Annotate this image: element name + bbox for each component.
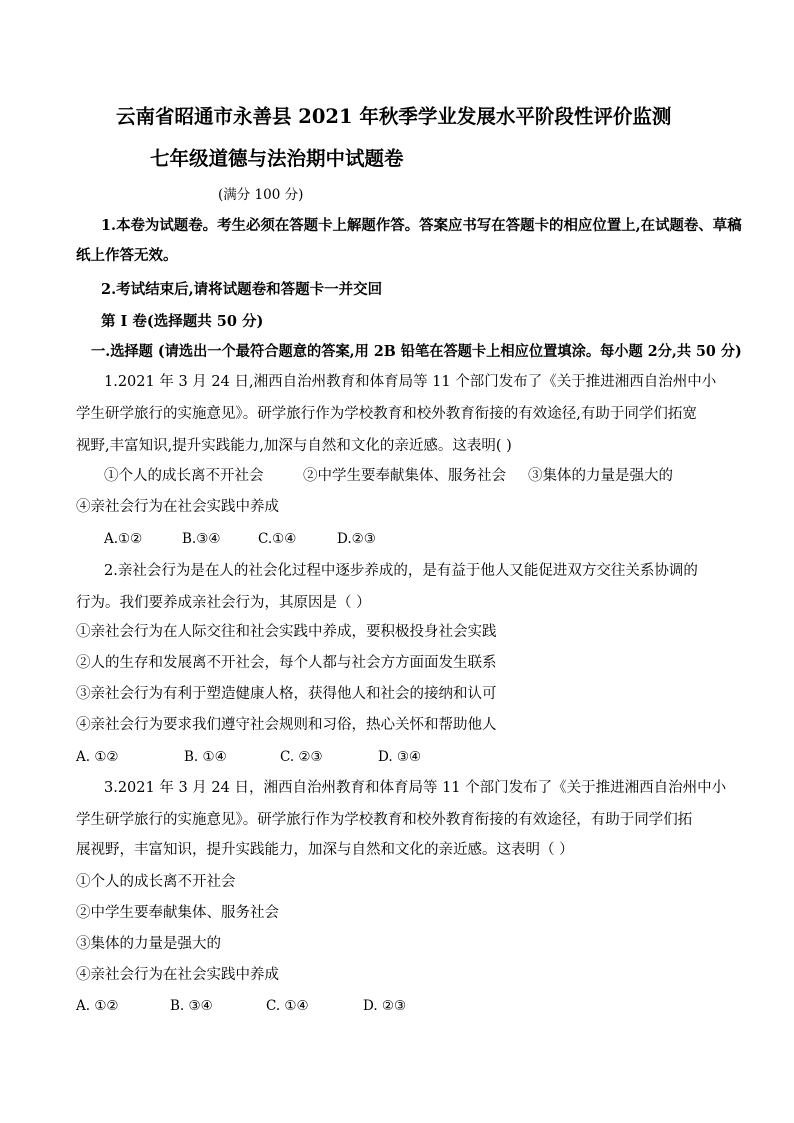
- part-heading: 第 I 卷(选择题共 50 分): [101, 313, 264, 330]
- q1-stem-line3: 视野,丰富知识,提升实践能力,加深与自然和文化的亲近感。这表明( ): [76, 438, 512, 454]
- q1-option-c: C.①④: [258, 531, 297, 547]
- exam-title-line2: 七年级道德与法治期中试题卷: [150, 147, 404, 170]
- q2-stem-line1: 2.亲社会行为是在人的社会化过程中逐步养成的，是有益于他人又能促进双方交往关系协调的: [104, 563, 698, 579]
- q1-statement-1: ①个人的成长离不开社会: [104, 468, 264, 484]
- q3-option-b: B. ③④: [170, 998, 213, 1014]
- notice-2: 2.考试结束后,请将试题卷和答题卡一并交回: [101, 281, 383, 298]
- q1-statement-4: ④亲社会行为在社会实践中养成: [76, 499, 279, 515]
- notice-1-line1: 1.本卷为试题卷。考生必须在答题卡上解题作答。答案应书写在答题卡的相应位置上,在试题卷、草稿: [101, 217, 742, 234]
- q1-statement-2: ②中学生要奉献集体、服务社会: [303, 468, 506, 484]
- q2-statement-1: ①亲社会行为在人际交往和社会实践中养成，要积极投身社会实践: [76, 624, 497, 640]
- q3-stem-line1: 3.2021 年 3 月 24 日，湘西自治州教育和体育局等 11 个部门发布了《关于推进湘西自治州中小: [104, 780, 727, 796]
- q3-stem-line3: 展视野，丰富知识，提升实践能力，加深与自然和文化的亲近感。这表明（ ）: [76, 842, 574, 858]
- q1-option-a: A.①②: [104, 531, 143, 547]
- q3-statement-2: ②中学生要奉献集体、服务社会: [76, 905, 279, 921]
- notice-1-line2: 纸上作答无效。: [76, 247, 178, 264]
- section-heading: 一.选择题 (请选出一个最符合题意的答案,用 2B 铅笔在答题卡上相应位置填涂。每小题 2分,共 50 分): [91, 343, 742, 360]
- q3-statement-3: ③集体的力量是强大的: [76, 936, 221, 952]
- q3-stem-line2: 学生研学旅行的实施意见》。研学旅行作为学校教育和校外教育衔接的有效途径，有助于同学们拓: [76, 812, 693, 828]
- q1-stem-line2: 学生研学旅行的实施意见》。研学旅行作为学校教育和校外教育衔接的有效途径,有助于同学们拓宽: [76, 406, 697, 422]
- q2-statement-3: ③亲社会行为有利于塑造健康人格，获得他人和社会的接纳和认可: [76, 686, 497, 702]
- q2-option-a: A. ①②: [76, 749, 119, 765]
- q3-statement-1: ①个人的成长离不开社会: [76, 874, 236, 890]
- q1-stem-line1: 1.2021 年 3 月 24 日,湘西自治州教育和体育局等 11 个部门发布了《关于推进湘西自治州中小: [104, 374, 717, 390]
- q2-option-b: B. ①④: [184, 749, 227, 765]
- q1-option-d: D.②③: [337, 531, 376, 547]
- q2-statement-4: ④亲社会行为要求我们遵守社会规则和习俗，热心关怀和帮助他人: [76, 717, 497, 733]
- q1-statement-3: ③集体的力量是强大的: [528, 468, 673, 484]
- q2-option-d: D. ③④: [378, 749, 422, 765]
- full-score: (满分 100 分): [218, 187, 304, 203]
- q3-option-c: C. ①④: [266, 998, 309, 1014]
- q2-option-c: C. ②③: [280, 749, 323, 765]
- q3-option-d: D. ②③: [363, 998, 407, 1014]
- q3-option-a: A. ①②: [76, 998, 119, 1014]
- q2-statement-2: ②人的生存和发展离不开社会，每个人都与社会方方面面发生联系: [76, 655, 497, 671]
- q3-statement-4: ④亲社会行为在社会实践中养成: [76, 967, 279, 983]
- exam-title-line1: 云南省昭通市永善县 2021 年秋季学业发展水平阶段性评价监测: [116, 105, 672, 128]
- q1-option-b: B.③④: [182, 531, 221, 547]
- q2-stem-line2: 行为。我们要养成亲社会行为，其原因是（ ）: [76, 595, 371, 611]
